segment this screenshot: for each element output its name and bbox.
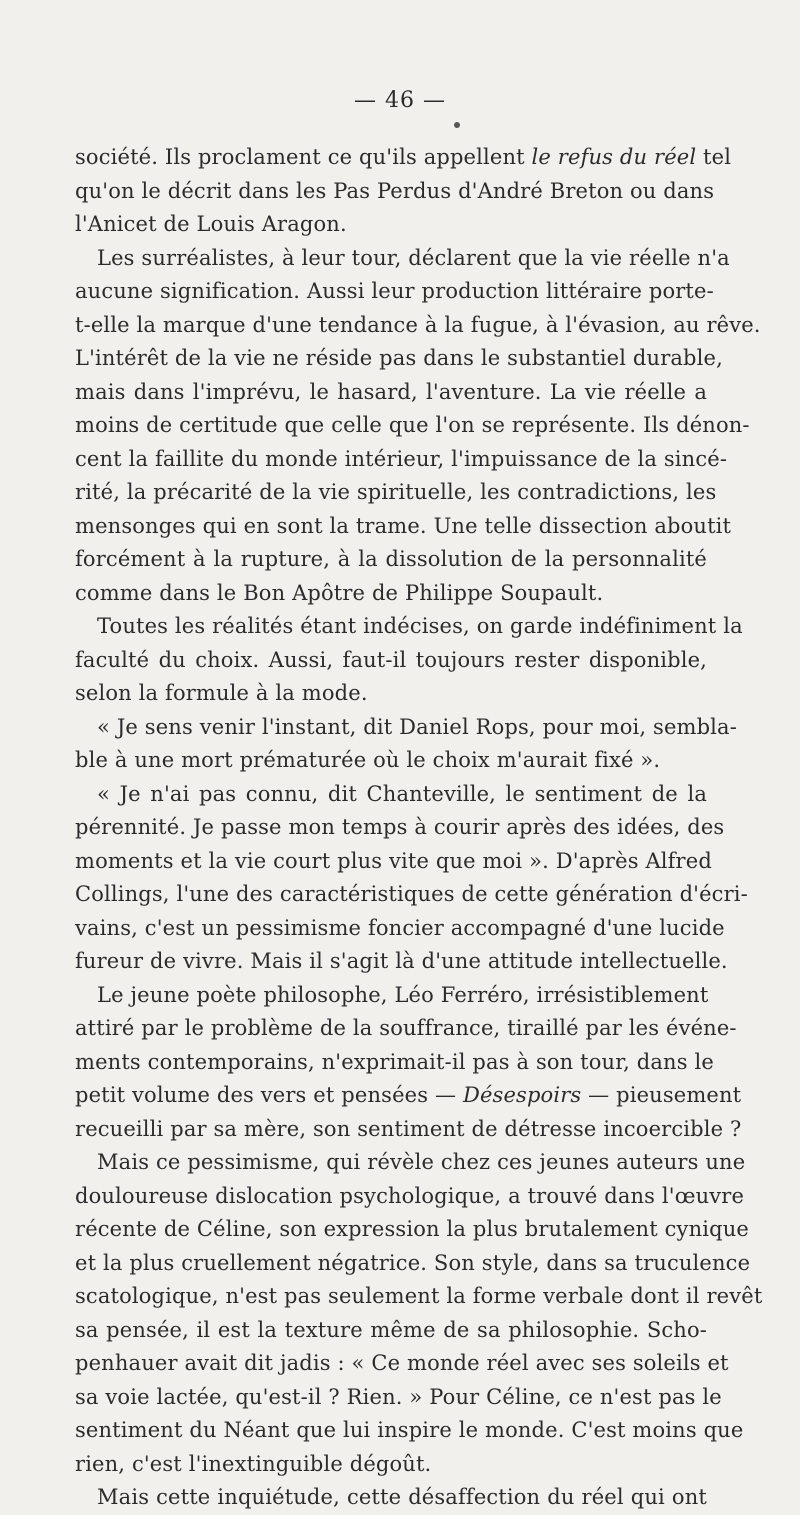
text-run: pérennité. Je passe mon temps à courir après des idées, des — [75, 815, 725, 839]
text-line — [75, 778, 707, 812]
text-run: « Je n'ai pas connu, dit Chanteville, le sentiment de la — [97, 781, 707, 806]
text-run: et la plus cruellement négatrice. Son style, dans sa truculence — [75, 1250, 751, 1275]
text-line — [75, 677, 707, 711]
text-line — [75, 945, 728, 979]
text-line — [75, 1180, 745, 1214]
text-line — [75, 577, 707, 611]
text-run: aucune signification. Aussi leur production littéraire porte- — [75, 279, 714, 303]
text-line — [75, 912, 725, 946]
text-run: comme dans le Bon Apôtre de Philippe Soupault. — [75, 580, 604, 605]
text-line — [75, 543, 707, 577]
text-run: rité, la précarité de la vie spirituelle, les contradictions, les — [75, 480, 717, 504]
text-line — [75, 878, 748, 912]
text-run: — pieusement — [581, 1083, 742, 1107]
text-line — [75, 1012, 737, 1046]
text-run: petit volume des vers et pensées — — [75, 1083, 463, 1107]
text-run: tel — [696, 145, 732, 169]
paragraph — [75, 1481, 707, 1515]
text-run: ments contemporains, n'exprimait-il pas à son tour, dans le — [75, 1049, 714, 1074]
text-line — [75, 510, 732, 544]
text-run: selon la formule à la mode. — [75, 681, 368, 705]
text-run: douloureuse dislocation psychologique, a trouvé dans l'œuvre — [75, 1183, 745, 1208]
text-run: ble à une mort prématurée où le choix m'aurait fixé ». — [75, 748, 661, 772]
italic-title: Désespoirs — [462, 1083, 582, 1107]
text-run: Les surréalistes, à leur tour, déclarent que la vie réelle n'a — [97, 245, 730, 270]
text-line — [75, 141, 732, 175]
text-line — [75, 208, 707, 242]
body-text — [75, 141, 763, 1515]
text-line — [75, 979, 707, 1013]
text-line — [75, 1113, 742, 1147]
text-run: mensonges qui en sont la trame. Une telle dissection aboutit — [75, 513, 732, 538]
ink-speck — [454, 122, 460, 128]
text-line — [75, 1280, 763, 1314]
text-line — [75, 275, 714, 309]
paragraph — [75, 711, 737, 778]
text-line — [75, 376, 707, 410]
text-line — [75, 610, 743, 644]
text-line — [75, 1347, 729, 1381]
text-run: récente de Céline, son expression la plus brutalement cynique — [75, 1217, 749, 1241]
text-run: l'Anicet de Louis Aragon. — [75, 212, 347, 236]
text-line — [75, 1381, 722, 1415]
text-line — [75, 1414, 744, 1448]
text-line — [75, 342, 723, 376]
text-line — [75, 1481, 707, 1515]
text-line — [75, 711, 737, 745]
text-line — [75, 1247, 751, 1281]
text-line — [75, 309, 761, 343]
text-line — [75, 1448, 707, 1482]
text-run: forcément à la rupture, à la dissolution de la personnalité — [75, 547, 707, 571]
paragraph — [75, 610, 743, 711]
text-run: penhauer avait dit jadis : « Ce monde réel avec ses soleils et — [75, 1351, 729, 1375]
text-line — [75, 845, 712, 879]
paragraph — [75, 1146, 763, 1481]
text-line — [75, 476, 717, 510]
text-run: moments et la vie court plus vite que moi ». D'après Alfred — [75, 848, 712, 873]
text-run: rien, c'est l'inextinguible dégoût. — [75, 1451, 432, 1476]
text-run: fureur de vivre. Mais il s'agit là d'une attitude intellectuelle. — [75, 949, 728, 973]
text-line — [75, 1079, 742, 1113]
text-run: Le jeune poète philosophe, Léo Ferréro, irrésistiblement — [97, 982, 709, 1007]
text-run: Toutes les réalités étant indécises, on garde indéfiniment la — [97, 614, 743, 638]
text-line — [75, 1046, 714, 1080]
text-run: moins de certitude que celle que l'on se représente. Ils dénon- — [75, 413, 750, 437]
paragraph — [75, 979, 742, 1147]
text-run: scatologique, n'est pas seulement la forme verbale dont il revêt — [75, 1284, 763, 1308]
text-line — [75, 242, 730, 276]
text-run: Collings, l'une des caractéristiques de cette génération d'écri- — [75, 882, 748, 906]
text-run: sa voie lactée, qu'est-il ? Rien. » Pour Céline, ce n'est pas le — [75, 1384, 722, 1409]
text-run: recueilli par sa mère, son sentiment de détresse incoercible ? — [75, 1116, 742, 1141]
text-run: L'intérêt de la vie ne réside pas dans le substantiel durable, — [75, 346, 723, 370]
text-run: cent la faillite du monde intérieur, l'impuissance de la sincé- — [75, 446, 728, 471]
text-run: attiré par le problème de la souffrance, tiraillé par les événe- — [75, 1016, 737, 1040]
paragraph — [75, 242, 761, 611]
text-line — [75, 1146, 746, 1180]
italic-title: le refus du réel — [531, 145, 697, 169]
text-run: mais dans l'imprévu, le hasard, l'aventure. La vie réelle a — [75, 379, 707, 404]
text-run: sa pensée, il est la texture même de sa philosophie. Scho- — [75, 1317, 707, 1342]
text-run: Mais cette inquiétude, cette désaffection du réel qui ont — [97, 1485, 707, 1509]
text-line — [75, 1213, 749, 1247]
page-number: — 46 — — [354, 88, 446, 113]
paragraph — [75, 778, 748, 979]
text-run: société. Ils proclament ce qu'ils appellent — [75, 145, 532, 169]
paragraph — [75, 141, 732, 242]
text-line — [75, 409, 750, 443]
text-run: faculté du choix. Aussi, faut-il toujours rester disponible, — [75, 647, 707, 672]
text-run: Mais ce pessimisme, qui révèle chez ces jeunes auteurs une — [97, 1150, 746, 1174]
text-line — [75, 811, 725, 845]
text-run: vains, c'est un pessimisme foncier accompagné d'une lucide — [75, 915, 725, 940]
text-line — [75, 1314, 707, 1348]
text-line — [75, 175, 715, 209]
text-run: « Je sens venir l'instant, dit Daniel Rops, pour moi, sembla- — [97, 714, 737, 739]
text-run: t-elle la marque d'une tendance à la fugue, à l'évasion, au rêve. — [75, 312, 761, 337]
text-run: qu'on le décrit dans les Pas Perdus d'André Breton ou dans — [75, 178, 715, 203]
text-run: sentiment du Néant que lui inspire le monde. C'est moins que — [75, 1418, 744, 1442]
text-line — [75, 443, 728, 477]
text-line — [75, 644, 707, 678]
text-line — [75, 744, 707, 778]
